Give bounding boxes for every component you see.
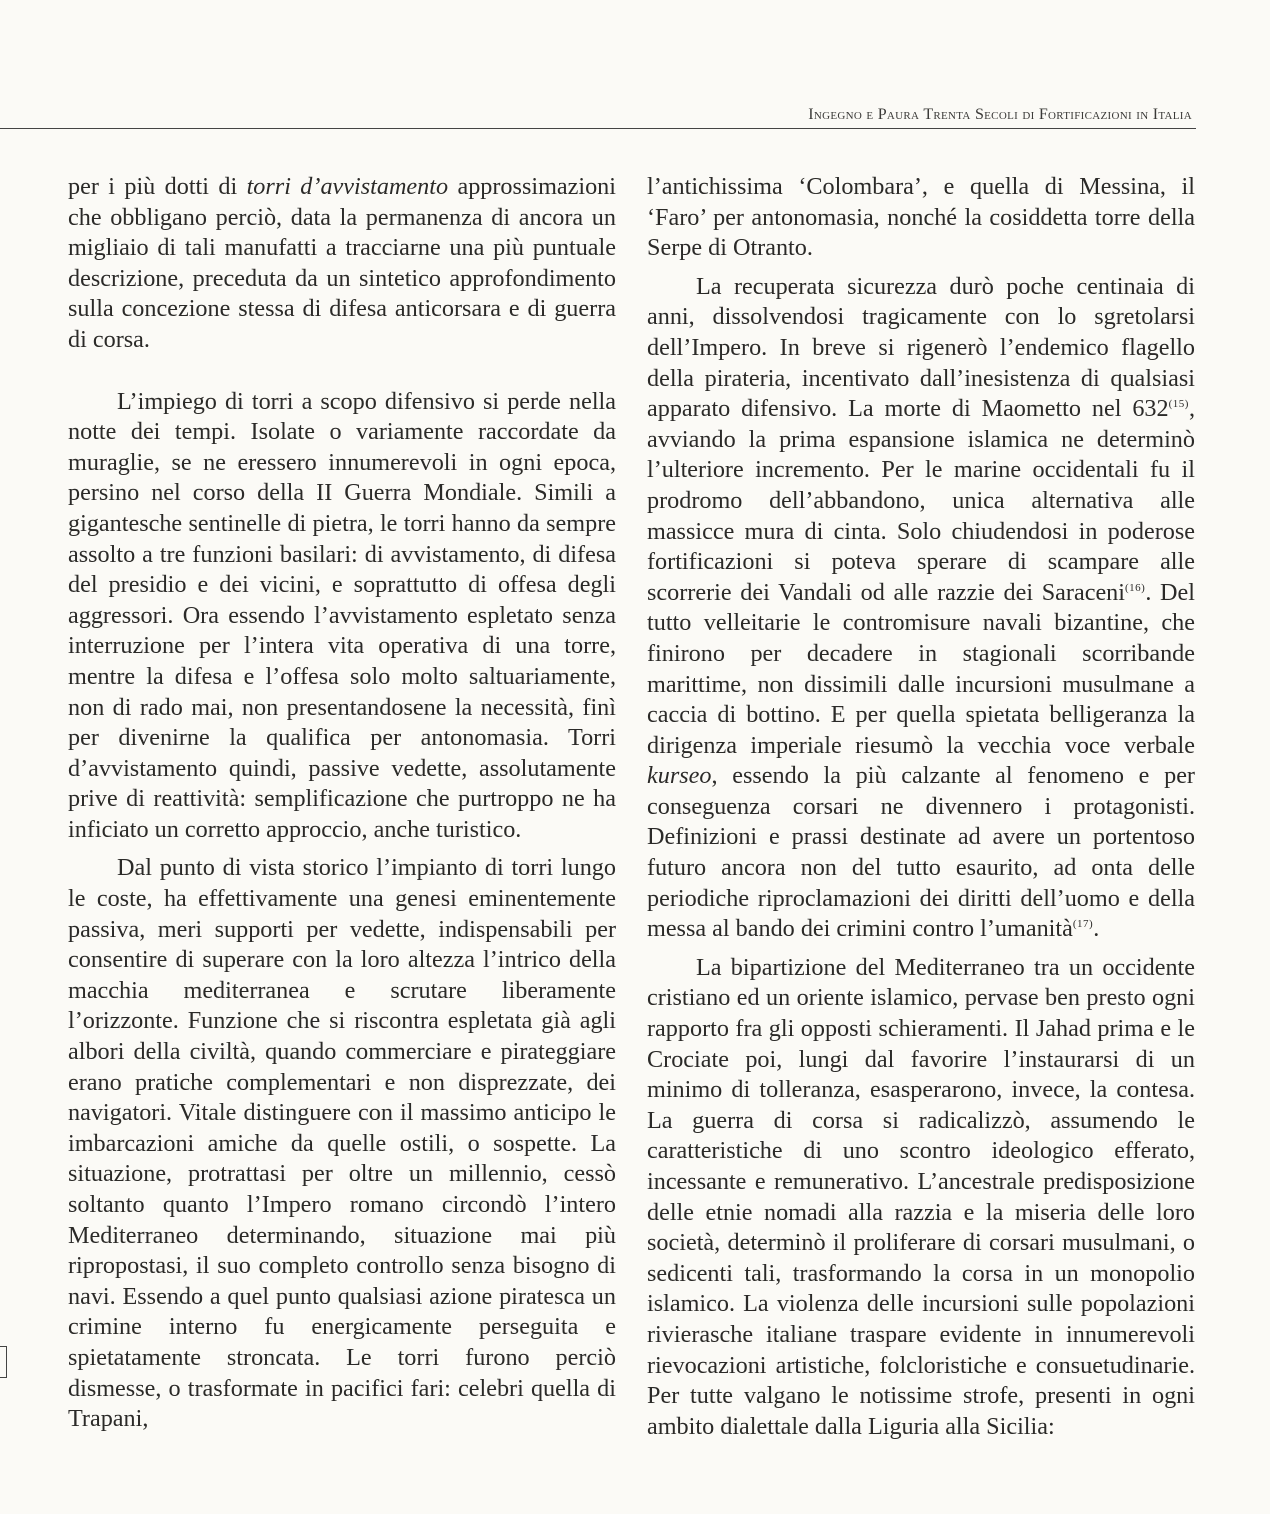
text-run: . [1093,915,1100,943]
running-header: Ingegno e Paura Trenta Secoli di Fortificazioni in Italia [808,106,1192,123]
text-run: per i più dotti di [68,173,247,200]
text-run: La recuperata sicurezza durò poche centinaia di anni, dissolvendosi tragicamente con lo sgretolarsi dell’Impero. In breve si rigenerò l’endemico flagello della pirateria, incentivato dall’inesistenza di qualsiasi apparato difensivo. La morte di Maometto nel 632 [647,272,1195,423]
right-paragraph-2 [647,272,1195,945]
right-paragraph-3: La bipartizione del Mediterraneo tra un occidente cristiano ed un oriente islamico, pervase ben presto ogni rapporto fra gli opposti schieramenti. Il Jahad prima e le Crociate poi, lungi dal favorire l’instaurarsi di un minimo di tolleranza, esasperarono, invece, la contesa. La guerra di corsa si radicalizzò, assumendo le caratteristiche di uno scontro ideologico efferato, incessante e remunerativo. L’ancestrale predisposizione delle etnie nomadi alla razzia e la miseria delle loro società, determinò il proliferare di corsari musulmani, o sedicenti tali, trasformando la corsa in un monopolio islamico. La violenza delle incursioni sulle popolazioni rivierasche italiane traspare evidente in innumerevoli rievocazioni artistiche, folcloristiche e consuetudinarie. Per tutte valgano le notissime strofe, presenti in ogni ambito dialettale dalla Liguria alla Sicilia: [647,953,1195,1440]
header-rule [0,128,1196,129]
footnote-ref-15: (15) [1168,398,1189,411]
footnote-ref-17: (17) [1072,918,1094,931]
text-run: approssimazioni che obbligano perciò, data la permanenza di ancora un migliaio di tali manufatti a tracciarne una più puntuale descrizione, preceduta da un sintetico approfondimento sulla concezione stessa di difesa anticorsara e di guerra di corsa. [68,173,616,353]
italic-term: kurseo [647,762,712,790]
left-paragraph-3: Dal punto di vista storico l’impianto di torri lungo le coste, ha effettivamente una genesi eminentemente passiva, meri supporti per vedette, indispensabili per consentire di superare con la loro altezza l’intrico della macchia mediterranea e scrutare liberamente l’orizzonte. Funzione che si riscontra espletata già agli albori della civiltà, quando commerciare e pirateggiare erano pratiche complementari e non disprezzate, dei navigatori. Vitale distinguere con il massimo anticipo le imbarcazioni amiche da quelle ostili, o sospette. La situazione, protrattasi per oltre un millennio, cessò soltanto quanto l’Impero romano circondò l’intero Mediterraneo determinando, situazione mai più ripropostasi, il suo completo controllo senza bisogno di navi. Essendo a quel punto qualsiasi azione piratesca un crimine interno fu energicamente perseguita e spietatamente stroncata. Le torri furono perciò dismesse, o trasformate in pacifici fari: celebri quella di Trapani, [68,854,616,1433]
right-paragraph-1: l’antichissima ‘Colombara’, e quella di Messina, il ‘Faro’ per antonomasia, nonché la cosiddetta torre della Serpe di Otranto. [647,173,1195,262]
left-paragraph-1 [68,172,616,356]
text-run: . Del tutto velleitarie le contromisure navali bizantine, che finirono per decadere in stagionali scorribande marittime, non dissimili dalle incursioni musulmane a caccia di bottino. E per quella spietata belligeranza la dirigenza imperiale riesumò la vecchia voce verbale [647,578,1195,759]
right-column [647,172,1195,1442]
footnote-ref-16: (16) [1125,581,1146,594]
text-run: , avviando la prima espansione islamica ne determinò l’ulteriore incremento. Per le marine occidentali fu il prodromo dell’abbandono, unica alternativa alle massicce mura di cinta. Solo chiudendosi in poderose fortificazioni si poteva sperare di scampare alle scorrerie dei Vandali od alle razzie dei Saraceni [647,395,1195,606]
text-run: , essendo la più calzante al fenomeno e per conseguenza corsari ne divennero i protagonisti. Definizioni e prassi destinate ad avere un portentoso futuro ancora non del tutto esaurito, ad onta delle periodiche riproclamazioni dei diritti dell’uomo e della messa al bando dei crimini contro l’umanità [647,762,1195,943]
italic-term: torri d’avvistamento [246,173,449,200]
left-paragraph-2: L’impiego di torri a scopo difensivo si perde nella notte dei tempi. Isolate o variamente raccordate da muraglie, se ne eressero innumerevoli in ogni epoca, persino nel corso della II Guerra Mondiale. Simili a gigantesche sentinelle di pietra, le torri hanno da sempre assolto a tre funzioni basilari: di avvistamento, di difesa del presidio e dei vicini, e soprattutto di offesa degli aggressori. Ora essendo l’avvistamento espletato senza interruzione per l’intera vita operativa di una torre, mentre la difesa e l’offesa solo molto saltuariamente, non di rado mai, non presentandosene la necessità, finì per divenirne la qualifica per antonomasia. Torri d’avvistamento quindi, passive vedette, assolutamente prive di reattività: semplificazione che purtroppo ne ha inficiato un corretto approccio, anche turistico. [68,387,616,843]
left-column [68,172,616,1435]
margin-bracket-mark [0,1346,7,1378]
